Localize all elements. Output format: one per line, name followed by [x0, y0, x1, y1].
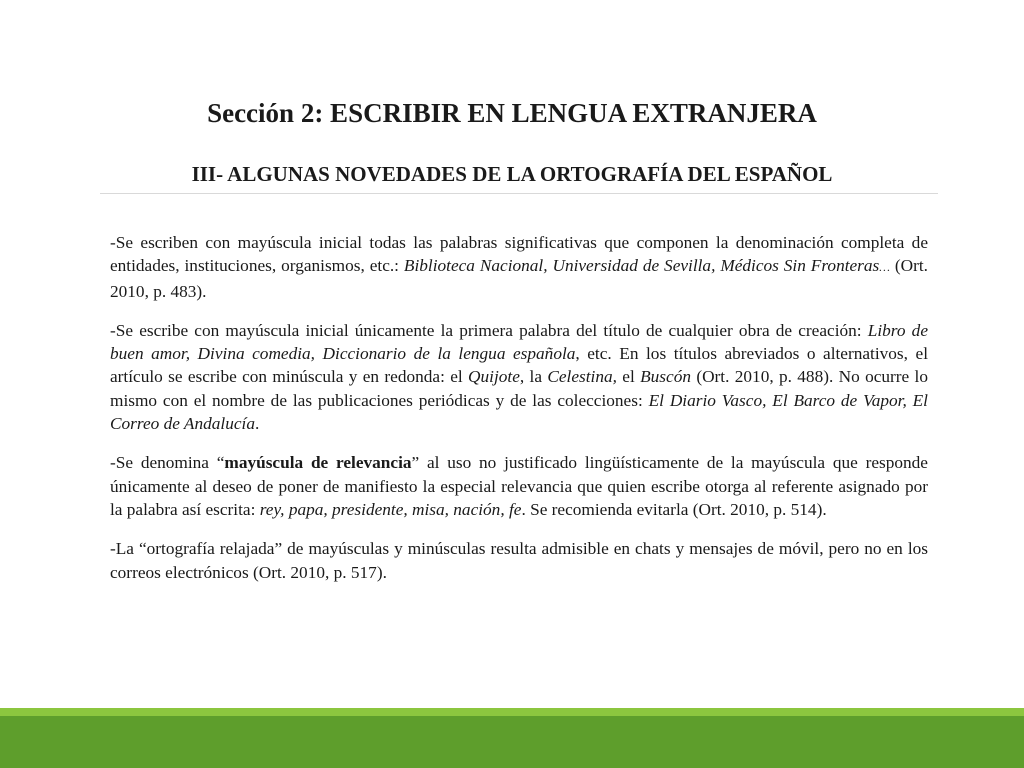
slide-title: Sección 2: ESCRIBIR EN LENGUA EXTRANJERA — [207, 98, 817, 128]
p1-text-1: -Se escriben con mayúscula inicial todas las palabras significativas que componen la denominación completa de entidades, instituciones, organismos, etc.: — [110, 233, 928, 276]
p2-examples-works: Libro de buen amor, Divina comedia, Diccionario de la lengua española — [110, 320, 928, 364]
p2-text-2: , etc. En los títulos abreviados o alternativos, el artículo se escribe con minúscula y en redonda: el — [110, 344, 928, 387]
paragraph-titles — [110, 319, 928, 435]
p2-text-1: -Se escribe con mayúscula inicial únicamente la primera palabra del título de cualquier obra de creación: — [110, 320, 868, 340]
p2-buscon: Buscón — [640, 367, 691, 387]
p2-celestina: Celestina, — [547, 367, 617, 387]
paragraph-relaxed — [110, 537, 928, 584]
p3-term: mayúscula de relevancia — [224, 453, 412, 473]
p4-text-1: -La “ortografía relajada” de mayúsculas y minúsculas resulta admisible en chats y mensajes de móvil, pero no en los correos electrónicos (Ort. 2010, p. 517). — [110, 539, 928, 582]
p1-examples: Biblioteca Nacional, Universidad de Sevilla, Médicos Sin Fronteras — [403, 256, 880, 276]
p1-citation: (Ort. 2010, p. 483). — [110, 256, 928, 301]
footer-band-dark — [0, 716, 1024, 768]
p2-text-4: el — [616, 367, 641, 387]
p2-quijote: Quijote — [468, 367, 520, 387]
p2-text-6: . — [254, 414, 260, 434]
footer-band-light — [0, 708, 1024, 716]
p1-ellipsis: … — [879, 260, 890, 275]
paragraph-entities — [110, 231, 928, 303]
p2-text-5: (Ort. 2010, p. 488). No ocurre lo mismo con el nombre de las publicaciones periódicas y de las colecciones: — [110, 367, 928, 410]
p2-examples-collections: El Diario Vasco, El Barco de Vapor, El Correo de Andalucía — [110, 390, 928, 434]
p3-text-1: -Se denomina “ — [110, 453, 225, 473]
slide-subtitle: III- ALGUNAS NOVEDADES DE LA ORTOGRAFÍA DEL ESPAÑOL — [191, 162, 833, 186]
paragraph-relevance — [110, 451, 928, 521]
p3-text-3: . Se recomienda evitarla (Ort. 2010, p. 514). — [521, 499, 827, 519]
slide-body — [110, 231, 928, 600]
p3-text-2: ” al uso no justificado lingüísticamente de la mayúscula que responde únicamente al deseo de poner de manifiesto la especial relevancia que quien escribe otorga al referente asignado por la palabra así escrita: — [110, 453, 928, 519]
p2-text-3: , la — [519, 367, 548, 387]
p3-examples: rey, papa, presidente, misa, nación, fe — [259, 499, 522, 519]
title-divider — [100, 193, 938, 194]
